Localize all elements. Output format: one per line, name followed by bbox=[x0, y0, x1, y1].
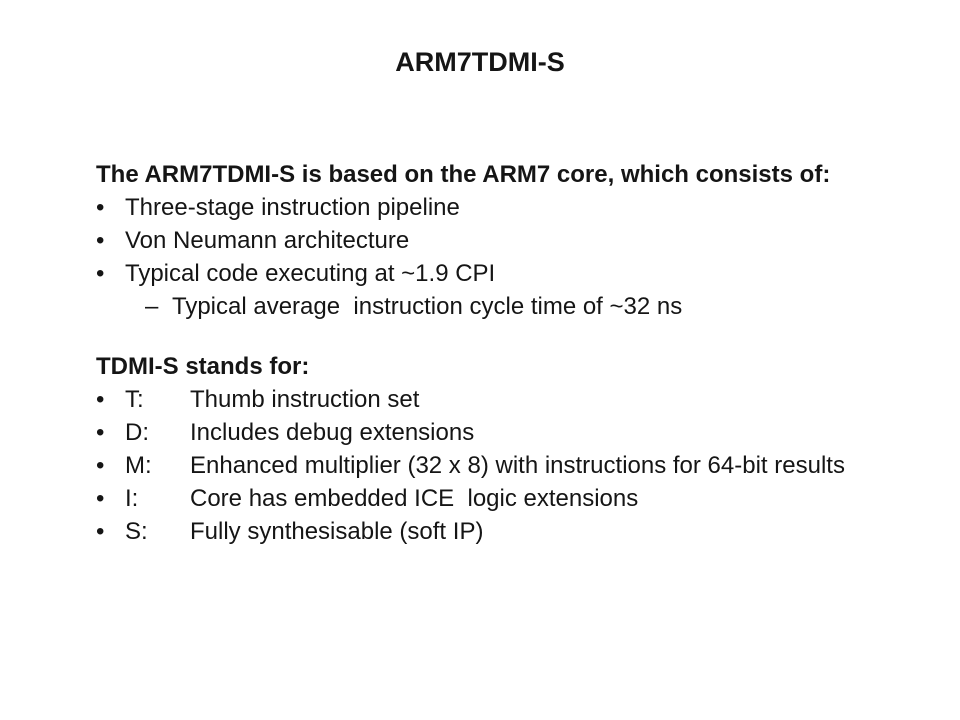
bullet-text: Three-stage instruction pipeline bbox=[125, 194, 460, 221]
sub-bullet-item bbox=[145, 290, 926, 323]
acronym-letter: D: bbox=[125, 419, 149, 446]
section1-heading bbox=[96, 158, 926, 191]
section-spacer bbox=[96, 323, 926, 350]
bullet-item bbox=[96, 257, 926, 290]
section2-heading-text: TDMI-S stands for: bbox=[96, 353, 310, 380]
acronym-description: Fully synthesisable (soft IP) bbox=[190, 518, 484, 545]
acronym-description: Thumb instruction set bbox=[190, 386, 420, 413]
bullet-icon: • bbox=[96, 419, 105, 446]
bullet-icon: • bbox=[96, 485, 105, 512]
bullet-icon: • bbox=[96, 260, 105, 287]
sub-bullet-text: Typical average instruction cycle time of ~32 ns bbox=[172, 293, 683, 320]
acronym-letter: T: bbox=[125, 386, 144, 413]
bullet-icon: • bbox=[96, 452, 105, 479]
acronym-letter: I: bbox=[125, 485, 139, 512]
bullet-icon: • bbox=[96, 227, 105, 254]
acronym-item bbox=[96, 482, 926, 515]
bullet-icon: • bbox=[96, 518, 105, 545]
bullet-item bbox=[96, 224, 926, 257]
acronym-item bbox=[96, 515, 926, 548]
acronym-item bbox=[96, 449, 926, 482]
acronym-description: Core has embedded ICE logic extensions bbox=[190, 485, 639, 512]
bullet-item bbox=[96, 191, 926, 224]
bullet-icon: • bbox=[96, 386, 105, 413]
slide-title: ARM7TDMI-S bbox=[395, 47, 565, 77]
acronym-letter: M: bbox=[125, 452, 152, 479]
acronym-description: Includes debug extensions bbox=[190, 419, 475, 446]
section1-heading-text: The ARM7TDMI-S is based on the ARM7 core, which consists of: bbox=[96, 161, 831, 188]
acronym-item bbox=[96, 383, 926, 416]
bullet-text: Von Neumann architecture bbox=[125, 227, 410, 254]
acronym-description: Enhanced multiplier (32 x 8) with instructions for 64-bit results bbox=[190, 452, 845, 479]
slide-body bbox=[96, 158, 926, 548]
acronym-letter: S: bbox=[125, 518, 148, 545]
section2-heading bbox=[96, 350, 926, 383]
dash-icon: – bbox=[145, 293, 159, 320]
bullet-icon: • bbox=[96, 194, 105, 221]
acronym-item bbox=[96, 416, 926, 449]
bullet-text: Typical code executing at ~1.9 CPI bbox=[125, 260, 496, 287]
